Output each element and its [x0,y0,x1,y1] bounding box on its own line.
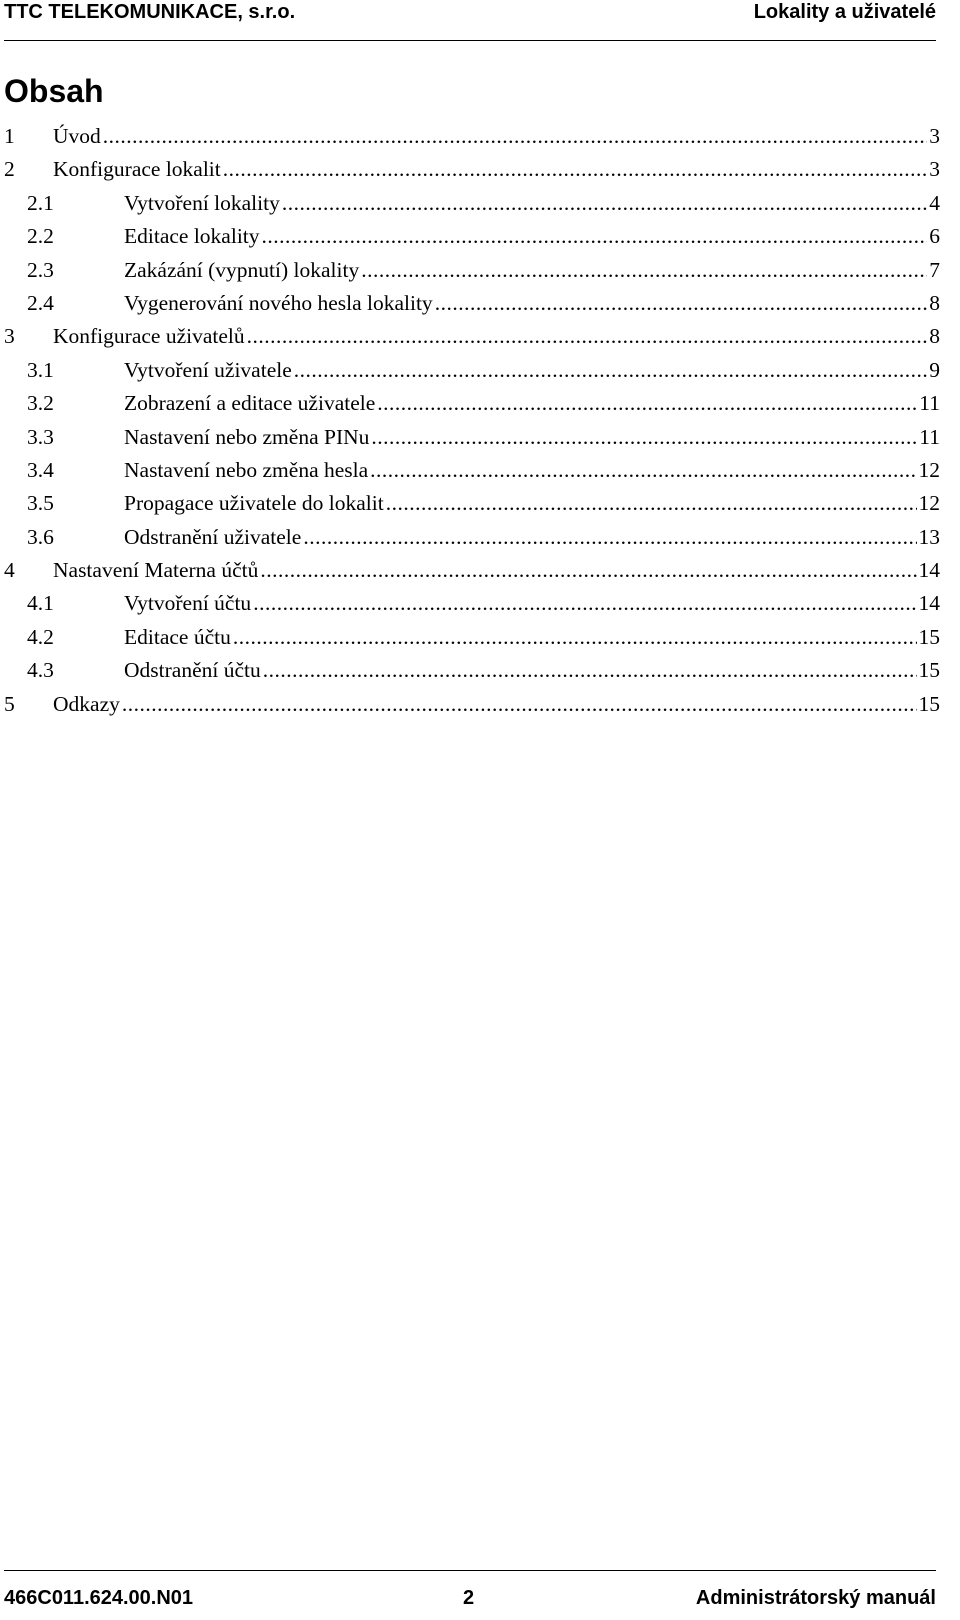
company-name: TTC TELEKOMUNIKACE, s.r.o. [4,1,296,23]
toc-entry-number: 1 [4,124,15,148]
toc-leader-dots [282,187,927,220]
table-of-contents [4,120,940,721]
toc-entry-number: 2.3 [27,257,54,282]
toc-leader-dots [303,521,916,554]
toc-entry[interactable] [4,153,940,186]
toc-entry-number: 3.2 [27,391,54,416]
toc-entry[interactable] [4,521,940,554]
toc-entry-page: 3 [929,124,940,148]
page-number: 2 [463,1587,475,1609]
toc-entry-title: Nastavení nebo změna PINu [124,424,370,449]
toc-entry[interactable] [4,354,940,387]
toc-entry-title: Vytvoření lokality [124,190,280,215]
toc-leader-dots [370,454,916,487]
toc-entry-title: Vytvoření uživatele [124,357,292,382]
page-footer [4,1570,936,1611]
toc-entry[interactable] [4,187,940,220]
toc-entry-page: 12 [918,457,940,482]
toc-entry-number: 4 [4,558,15,583]
toc-entry[interactable] [4,220,940,253]
page-header [4,0,936,41]
toc-entry-page: 11 [919,424,940,449]
toc-leader-dots [223,153,927,186]
toc-entry-title: Zakázání (vypnutí) lokality [124,257,360,282]
toc-entry-page: 4 [929,190,940,215]
toc-entry[interactable] [4,621,940,654]
toc-entry-page: 15 [918,658,940,683]
toc-entry-title: Konfigurace lokalit [53,157,221,182]
toc-entry[interactable] [4,421,940,454]
toc-leader-dots [361,254,927,287]
toc-entry-title: Vygenerování nového hesla lokality [124,290,433,315]
toc-entry[interactable] [4,287,940,320]
toc-leader-dots [103,120,927,153]
toc-entry-number: 2.1 [27,190,54,215]
toc-leader-dots [260,554,916,587]
toc-entry[interactable] [4,120,940,153]
toc-entry-number: 3.1 [27,357,54,382]
toc-entry-number: 3.4 [27,457,54,482]
toc-entry-title: Odkazy [53,691,120,716]
toc-entry-page: 7 [929,257,940,282]
toc-entry-title: Nastavení Materna účtů [53,558,259,583]
toc-entry-number: 3.3 [27,424,54,449]
toc-entry-title: Vytvoření účtu [124,591,252,616]
toc-entry-number: 4.3 [27,658,54,683]
toc-entry-number: 2 [4,157,15,182]
toc-entry-number: 3 [4,324,15,349]
toc-entry-title: Konfigurace uživatelů [53,324,245,349]
toc-entry-title: Editace lokality [124,224,260,249]
toc-heading: Obsah [4,73,104,109]
toc-leader-dots [247,320,928,353]
toc-entry-number: 2.2 [27,224,54,249]
toc-entry-page: 8 [929,290,940,315]
toc-leader-dots [371,421,917,454]
toc-entry-page: 9 [929,357,940,382]
toc-entry-page: 14 [918,591,940,616]
toc-entry-page: 3 [929,157,940,182]
toc-entry-page: 15 [918,691,940,716]
toc-entry[interactable] [4,454,940,487]
toc-entry[interactable] [4,587,940,620]
toc-entry-page: 8 [929,324,940,349]
toc-leader-dots [263,654,917,687]
document-number: 466C011.624.00.N01 [4,1587,194,1609]
toc-entry[interactable] [4,654,940,687]
toc-leader-dots [386,487,917,520]
toc-entry-page: 6 [929,224,940,249]
toc-entry-number: 4.1 [27,591,54,616]
toc-entry-page: 14 [918,558,940,583]
toc-leader-dots [377,387,917,420]
toc-leader-dots [122,688,917,721]
toc-entry-number: 4.2 [27,624,54,649]
toc-entry-title: Odstranění uživatele [124,524,302,549]
toc-entry-title: Nastavení nebo změna hesla [124,457,369,482]
toc-entry[interactable] [4,254,940,287]
toc-entry-number: 3.5 [27,491,54,516]
toc-entry-number: 3.6 [27,524,54,549]
toc-entry-number: 5 [4,691,15,716]
toc-entry[interactable] [4,487,940,520]
toc-entry-page: 12 [918,491,940,516]
toc-leader-dots [294,354,927,387]
toc-entry-title: Odstranění účtu [124,658,261,683]
toc-entry-page: 11 [919,391,940,416]
toc-leader-dots [435,287,928,320]
document-title: Lokality a uživatelé [753,1,936,23]
toc-leader-dots [233,621,917,654]
toc-entry-title: Zobrazení a editace uživatele [124,391,376,416]
toc-leader-dots [262,220,928,253]
toc-entry-title: Editace účtu [124,624,231,649]
toc-entry-title: Úvod [53,124,101,148]
toc-leader-dots [253,587,916,620]
toc-entry[interactable] [4,688,940,721]
toc-entry[interactable] [4,387,940,420]
toc-entry-page: 15 [918,624,940,649]
manual-name: Administrátorský manuál [695,1587,936,1609]
toc-entry-page: 13 [918,524,940,549]
toc-entry[interactable] [4,320,940,353]
toc-entry[interactable] [4,554,940,587]
toc-entry-number: 2.4 [27,290,54,315]
toc-entry-title: Propagace uživatele do lokalit [124,491,384,516]
